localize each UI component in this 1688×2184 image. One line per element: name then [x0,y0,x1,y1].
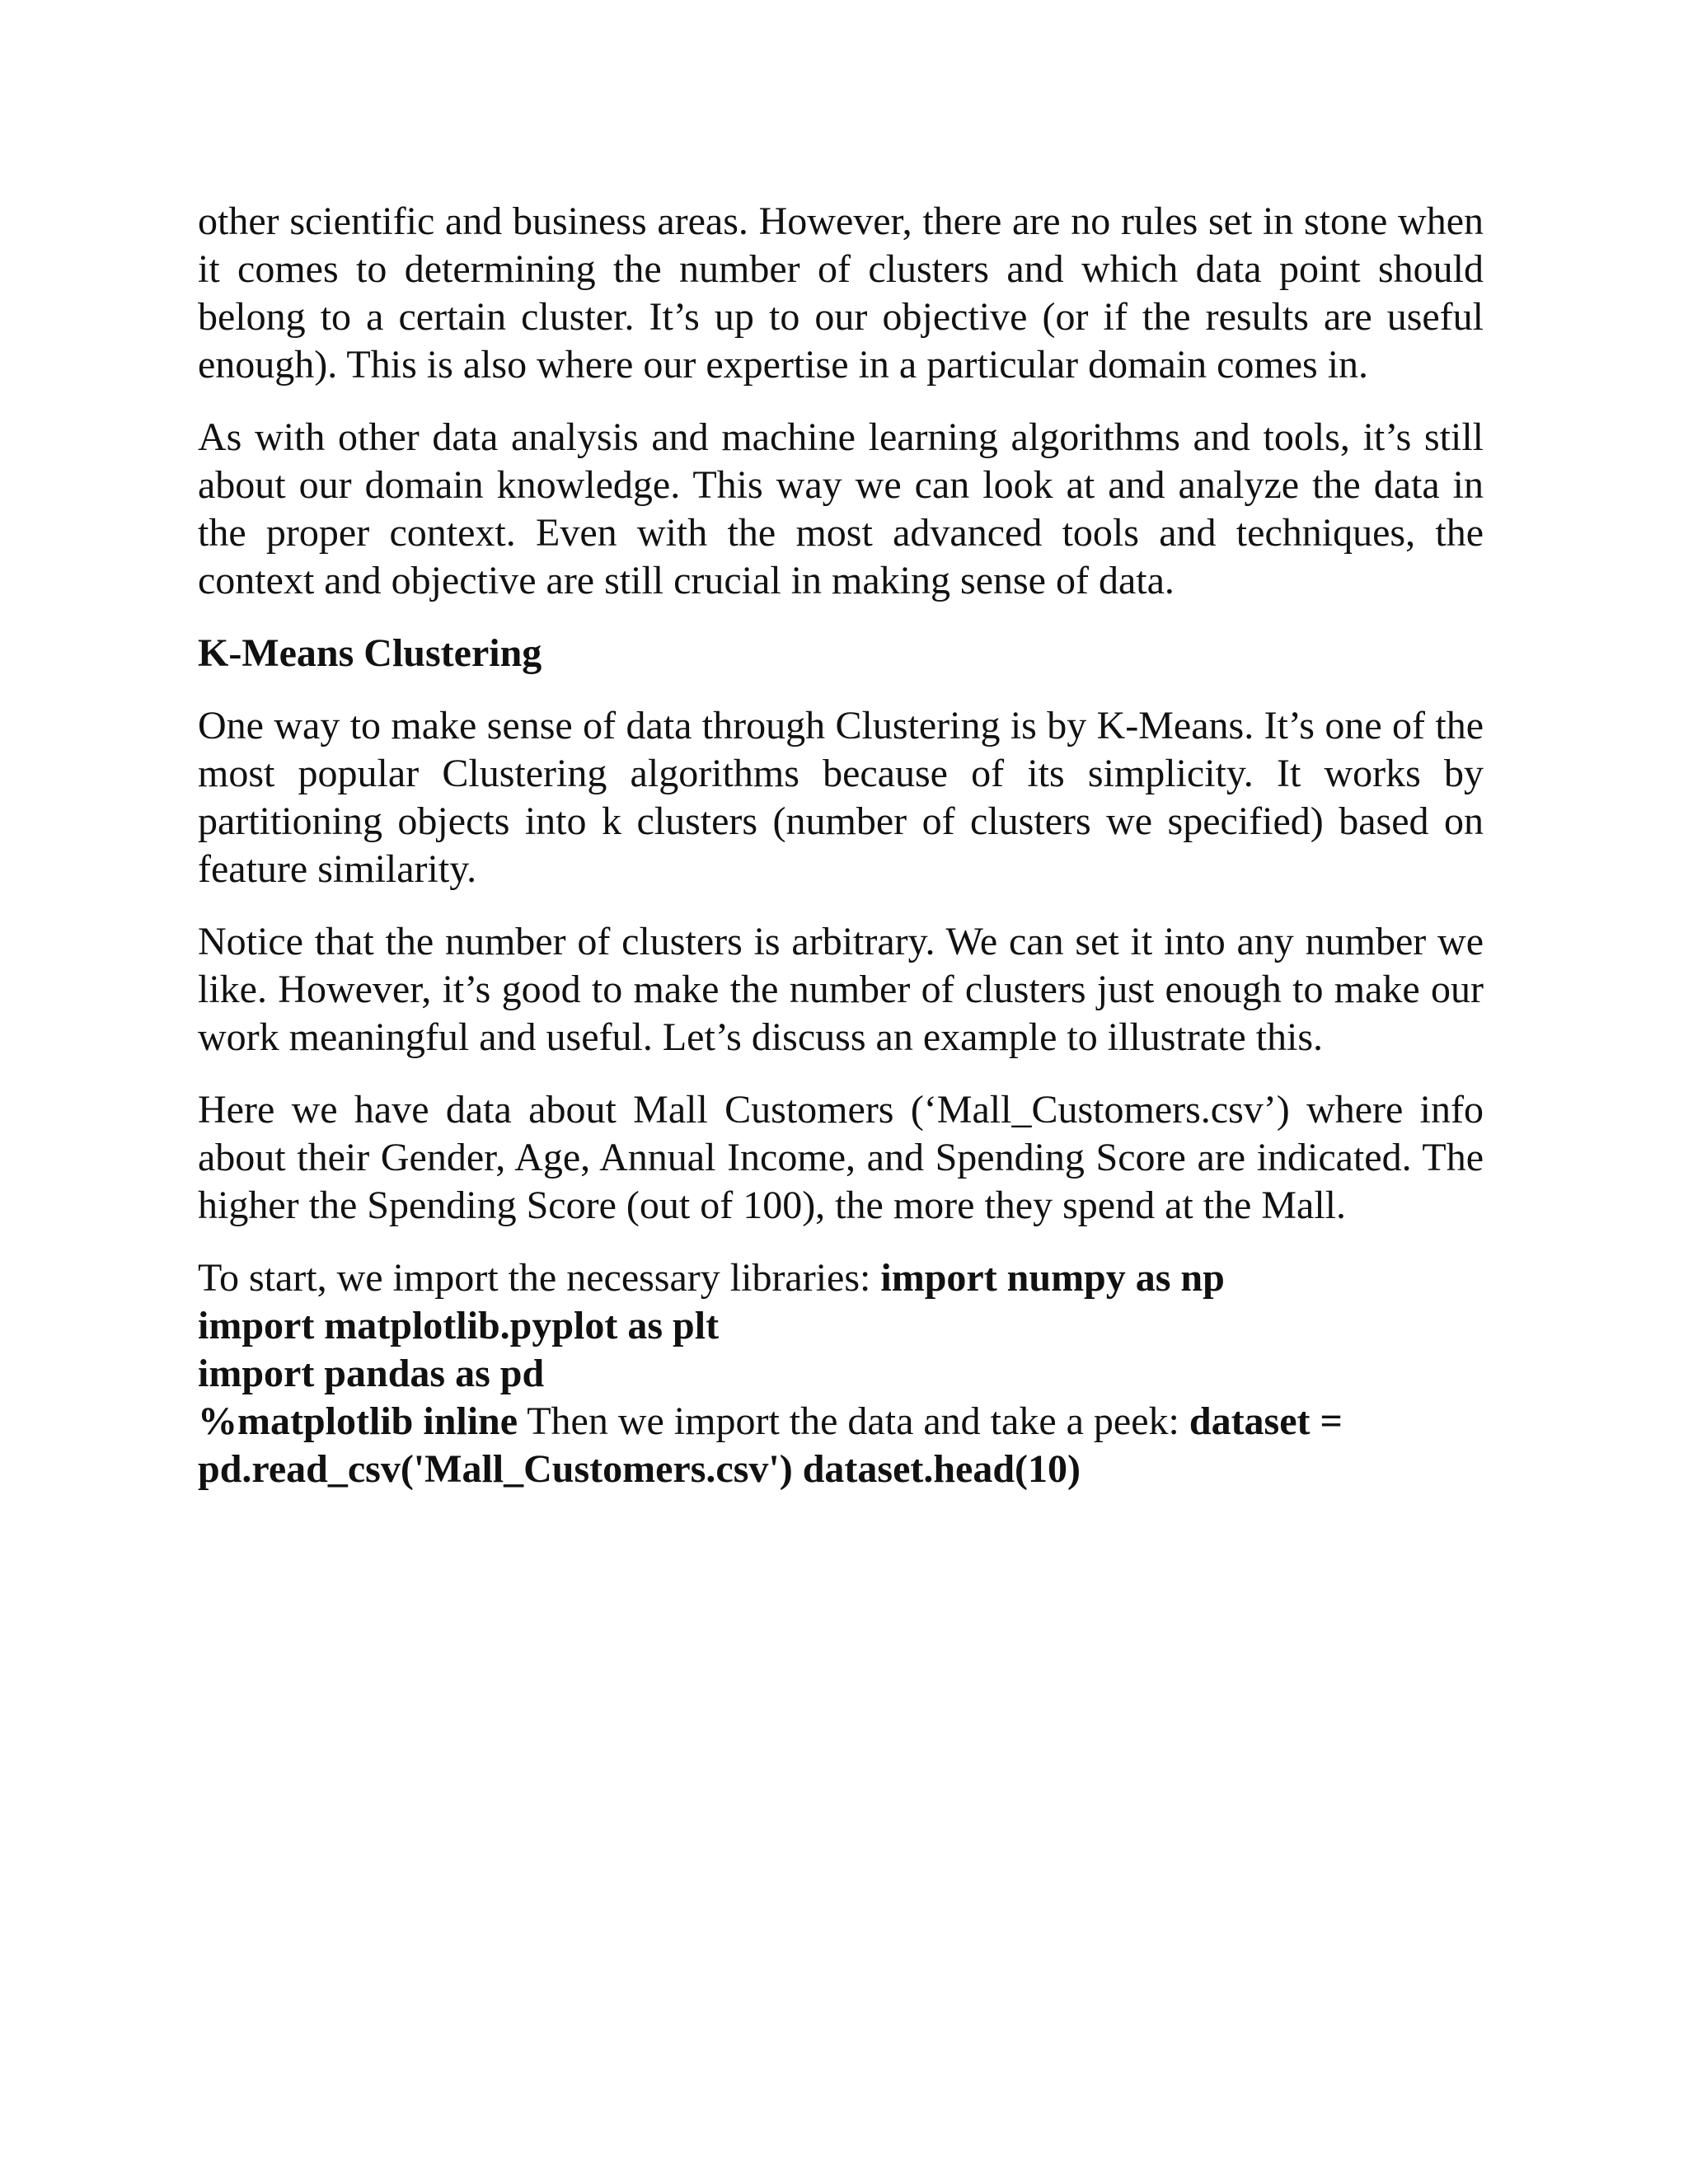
paragraph-clusters-objective: other scientific and business areas. However, there are no rules set in stone when it comes to determining the number of clusters and which data point should belong to a certain cluster. It’s up to our objective (or if the results are useful enough). This is also where our expertise in a particular domain comes in. [198,199,1484,387]
code-import-numpy: import numpy as np [880,1256,1225,1300]
code-import-matplotlib: import matplotlib.pyplot as plt [198,1304,720,1347]
section-heading: K-Means Clustering [198,631,542,675]
document-page [198,198,1484,1493]
code-import-block [198,1254,1484,1493]
code-dataset-assign: dataset = [1189,1399,1343,1443]
paragraph-mall-customers: Here we have data about Mall Customers (‘Mall_Customers.csv’) where info about their Gender, Age, Annual Income, and Spending Score are indicated. The higher the Spending Score (out of 100), the more they spend at the Mall. [198,1088,1484,1227]
code-matplotlib-inline: %matplotlib inline [198,1399,518,1443]
paragraph-number-of-clusters: Notice that the number of clusters is arbitrary. We can set it into any number we like. However, it’s good to make the number of clusters just enough to make our work meaningful and useful. Let’s discuss an example to illustrate this. [198,920,1484,1059]
code-line-4 [198,1398,1484,1446]
intro-text: To start, we import the necessary libraries: [198,1256,881,1300]
code-import-pandas: import pandas as pd [198,1352,545,1395]
code-between-text: Then we import the data and take a peek: [518,1399,1189,1443]
paragraph-kmeans-intro: One way to make sense of data through Clustering is by K-Means. It’s one of the most popular Clustering algorithms because of its simplicity. It works by partitioning objects into k clusters (number of clusters we specified) based on feature similarity. [198,704,1484,891]
paragraph-domain-knowledge: As with other data analysis and machine learning algorithms and tools, it’s still about our domain knowledge. This way we can look at and analyze the data in the proper context. Even with the most advanced tools and techniques, the context and objective are still crucial in making sense of data. [198,415,1484,602]
code-read-csv: pd.read_csv('Mall_Customers.csv') dataset.head(10) [198,1447,1081,1491]
code-line-1 [198,1254,1484,1302]
